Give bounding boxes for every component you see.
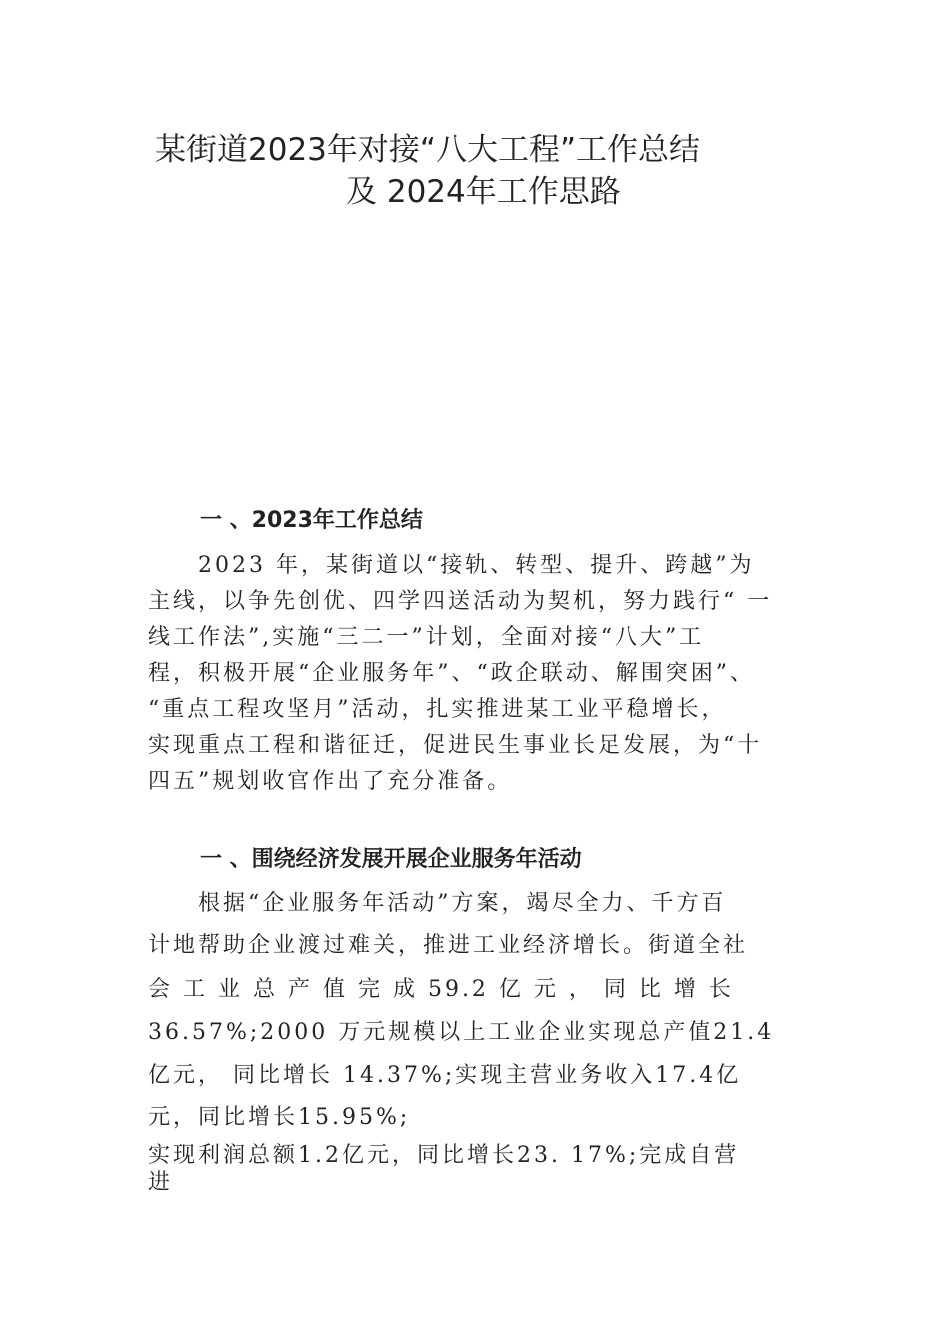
paragraph-line: 计地帮助企业渡过难关，推进工业经济增长。街道全社 xyxy=(148,933,749,958)
paragraph-line: 会 工 业 总 产 值 完 成 59.2 亿 元 ， 同 比 增 长 xyxy=(148,977,734,1002)
paragraph-line: 元，同比增长15.95%; xyxy=(148,1105,411,1130)
paragraph-line: 亿元， 同比增长 14.37%;实现主营业务收入17.4亿 xyxy=(148,1063,742,1088)
paragraph-tail-line: 进 xyxy=(148,1170,174,1195)
section-heading-2: 一 、围绕经济发展开展企业服务年活动 xyxy=(200,847,582,872)
paragraph-line: 线工作法”,实施“三二一”计划，全面对接“八大”工 xyxy=(148,625,705,650)
paragraph-line: 2023 年，某街道以“接轨、转型、提升、跨越”为 xyxy=(148,553,755,578)
document-title-line2: 及 2024年工作思路 xyxy=(346,174,621,210)
paragraph-line: 程，积极开展“企业服务年”、“政企联动、解围突困”、 xyxy=(148,661,755,686)
section-heading-1: 一 、2023年工作总结 xyxy=(200,508,423,533)
paragraph-line: 主线，以争先创优、四学四送活动为契机，努力践行“ 一 xyxy=(148,589,773,614)
paragraph-tail-line: 实现利润总额1.2亿元，同比增长23. 17%;完成自营 xyxy=(148,1143,740,1168)
paragraph-line: 36.57%;2000 万元规模以上工业企业实现总产值21.4 xyxy=(148,1020,775,1045)
paragraph-line: “重点工程攻坚月”活动，扎实推进某工业平稳增长， xyxy=(148,697,727,722)
paragraph-line: 根据“企业服务年活动”方案，竭尽全力、千方百 xyxy=(148,891,727,916)
document-title-line1: 某街道2023年对接“八大工程”工作总结 xyxy=(155,132,701,168)
paragraph-line: 四五”规划收官作出了充分准备。 xyxy=(148,769,513,794)
paragraph-line: 实现重点工程和谐征迁，促进民生事业长足发展，为“十 xyxy=(148,733,763,758)
